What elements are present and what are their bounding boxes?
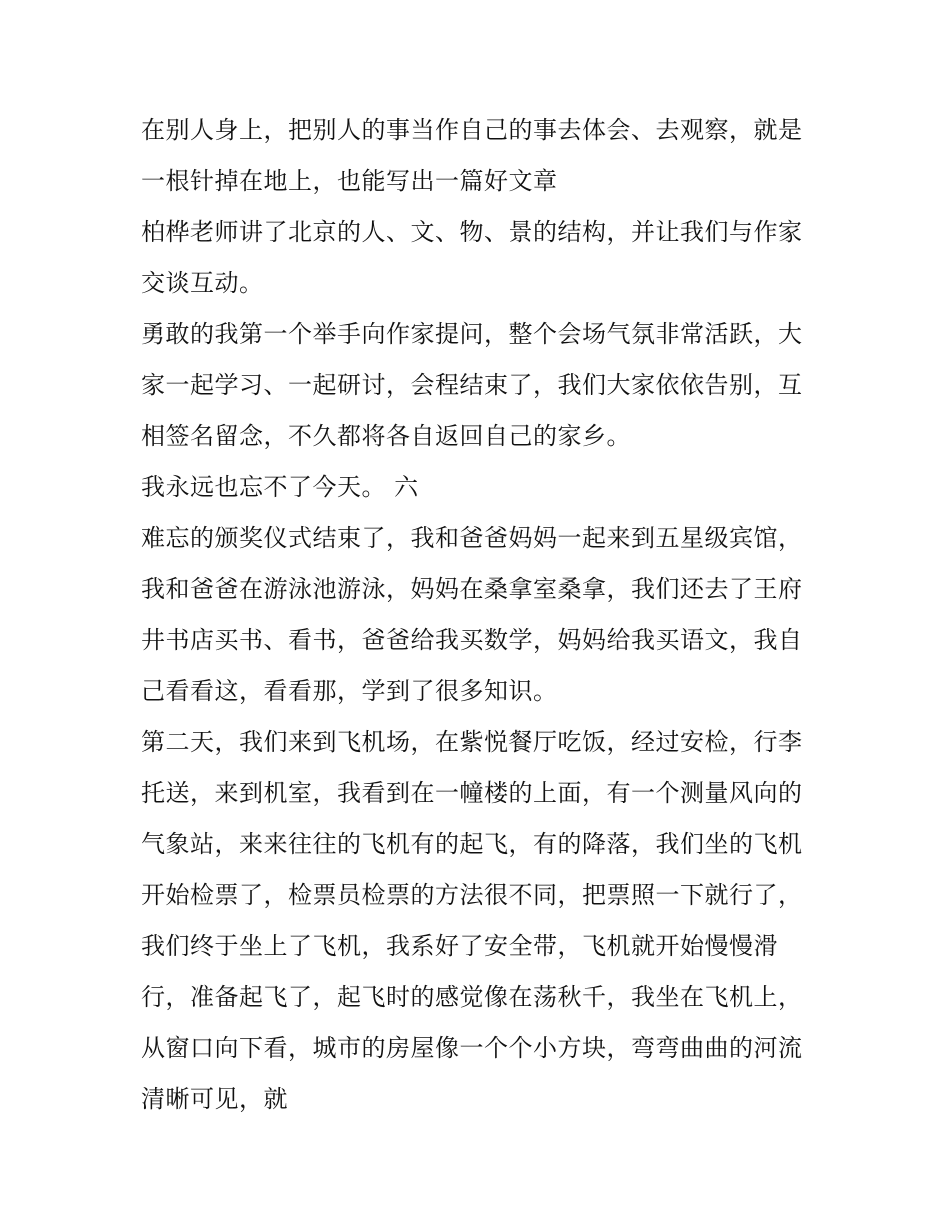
text-line: 家一起学习、一起研讨，会程结束了，我们大家依依告别，互 — [141, 371, 803, 399]
text-line: 己看看这，看看那，学到了很多知识。 — [141, 677, 558, 705]
text-line: 开始检票了，检票员检票的方法很不同，把票照一下就行了， — [141, 881, 803, 909]
text-line: 一根针掉在地上，也能写出一篇好文章 — [141, 167, 558, 195]
text-line: 清晰可见，就 — [141, 1085, 288, 1113]
text-line: 在别人身上，把别人的事当作自己的事去体会、去观察，就是 — [141, 116, 803, 144]
text-line: 托送，来到机室，我看到在一幢楼的上面，有一个测量风向的 — [141, 779, 803, 807]
text-line: 我和爸爸在游泳池游泳，妈妈在桑拿室桑拿，我们还去了王府 — [141, 575, 803, 603]
text-line: 难忘的颁奖仪式结束了，我和爸爸妈妈一起来到五星级宾馆， — [141, 524, 803, 552]
text-line: 勇敢的我第一个举手向作家提问，整个会场气氛非常活跃，大 — [141, 320, 803, 348]
text-line: 第二天，我们来到飞机场，在紫悦餐厅吃饭，经过安检，行李 — [141, 728, 803, 756]
text-line: 相签名留念，不久都将各自返回自己的家乡。 — [141, 422, 631, 450]
text-line: 柏桦老师讲了北京的人、文、物、景的结构，并让我们与作家 — [141, 218, 803, 246]
text-line: 行，准备起飞了，起飞时的感觉像在荡秋千，我坐在飞机上， — [141, 983, 803, 1011]
text-body — [141, 105, 831, 1125]
text-line: 井书店买书、看书，爸爸给我买数学，妈妈给我买语文，我自 — [141, 626, 803, 654]
text-line: 我永远也忘不了今天。 六 — [141, 473, 419, 501]
text-line: 气象站，来来往往的飞机有的起飞，有的降落，我们坐的飞机 — [141, 830, 803, 858]
text-line: 交谈互动。 — [141, 269, 264, 297]
text-line: 从窗口向下看，城市的房屋像一个个小方块，弯弯曲曲的河流 — [141, 1034, 803, 1062]
text-line: 我们终于坐上了飞机，我系好了安全带，飞机就开始慢慢滑 — [141, 932, 778, 960]
